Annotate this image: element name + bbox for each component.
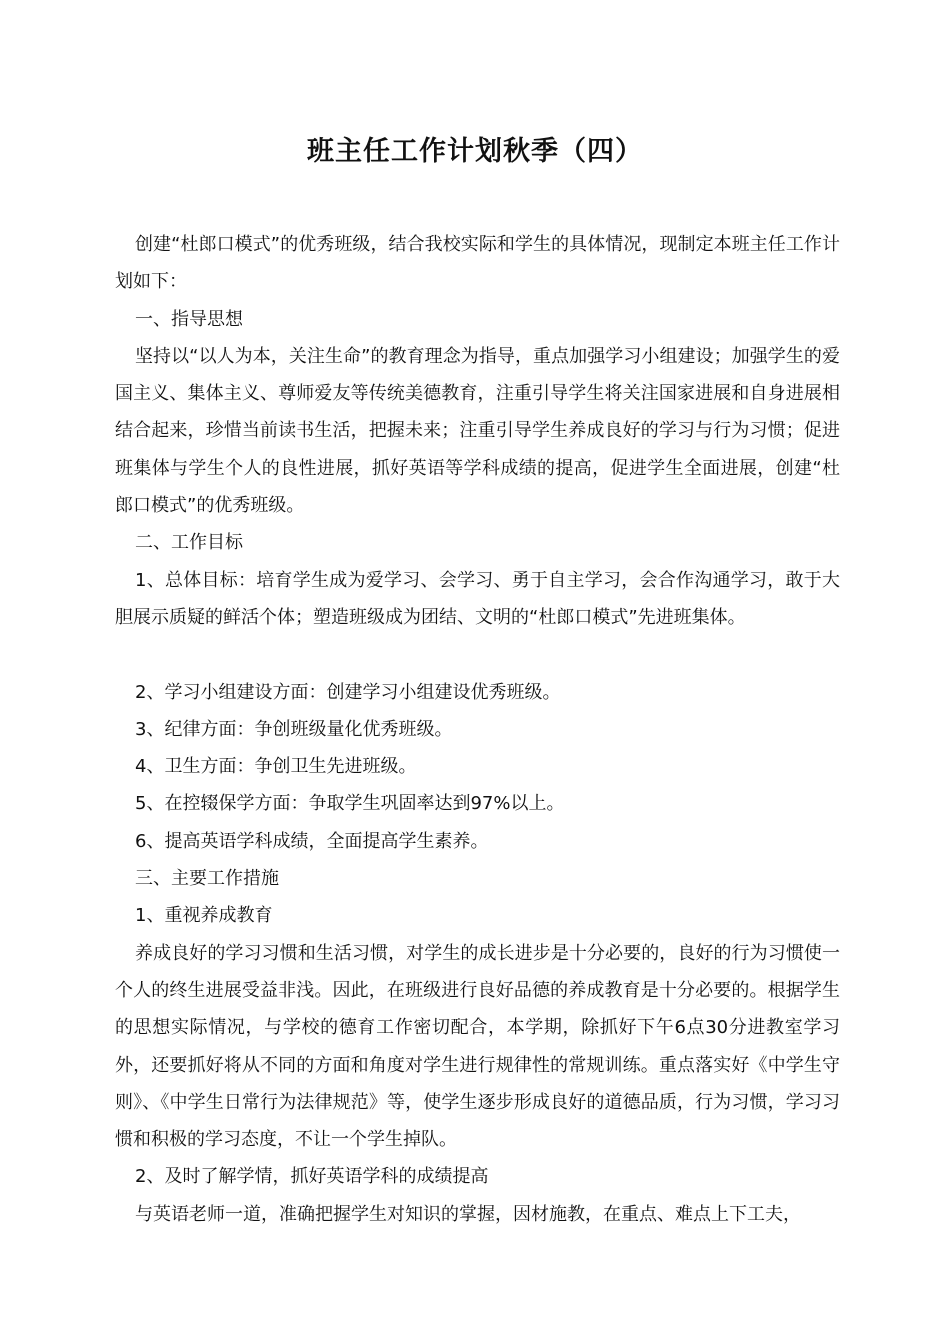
section-heading-guiding-thought: 一、指导思想 (135, 308, 243, 330)
blank-line (115, 636, 840, 673)
goal-item-english: 6、提高英语学科成绩，全面提高学生素养。 (135, 830, 489, 852)
measure-heading-habits: 1、重视养成教育 (135, 905, 273, 927)
goal-item-discipline: 3、纪律方面：争创班级量化优秀班级。 (135, 718, 453, 740)
habits-paragraph: 养成良好的学习习惯和生活习惯，对学生的成长进步是十分必要的，良好的行为习惯使一个人的终生进展受益非浅。因此，在班级进行良好品德的养成教育是十分必要的。根据学生的思想实际情况，与学校的德育工作密切配合，本学期，除抓好下午6点30分进教室学习外，还要抓好将从不同的方面和角度对学生进行规律性的常规训练。重点落实好《中学生守则》、《中学生日常行为法律规范》等，使学生逐步形成良好的道德品质，行为习惯，学习习惯和积极的学习态度，不让一个学生掉队。 (115, 942, 840, 1151)
document-body (115, 226, 840, 1233)
goal-item-study-groups: 2、学习小组建设方面：创建学习小组建设优秀班级。 (135, 681, 561, 703)
measure-heading-english: 2、及时了解学情，抓好英语学科的成绩提高 (135, 1166, 489, 1188)
goal-item-hygiene: 4、卫生方面：争创卫生先进班级。 (135, 756, 417, 778)
document-title: 班主任工作计划秋季（四） (307, 136, 643, 167)
intro-paragraph: 创建“杜郎口模式”的优秀班级，结合我校实际和学生的具体情况，现制定本班主任工作计划如下： (115, 234, 840, 293)
section-heading-main-measures: 三、主要工作措施 (135, 868, 279, 890)
guiding-thought-paragraph: 坚持以“以人为本，关注生命”的教育理念为指导，重点加强学习小组建设；加强学生的爱国主义、集体主义、尊师爱友等传统美德教育，注重引导学生将关注国家进展和自身进展相结合起来，珍惜当前读书生活，把握未来；注重引导学生养成良好的学习与行为习惯；促进班集体与学生个人的良性进展，抓好英语等学科成绩的提高，促进学生全面进展，创建“杜郎口模式”的优秀班级。 (115, 345, 840, 517)
section-heading-work-goals: 二、工作目标 (135, 532, 243, 554)
overall-goal-paragraph: 1、总体目标：培育学生成为爱学习、会学习、勇于自主学习，会合作沟通学习，敢于大胆展示质疑的鲜活个体；塑造班级成为团结、文明的“杜郎口模式”先进班集体。 (115, 569, 840, 628)
english-paragraph: 与英语老师一道，准确把握学生对知识的掌握，因材施教，在重点、难点上下工夫， (135, 1203, 801, 1225)
goal-item-retention: 5、在控辍保学方面：争取学生巩固率达到97%以上。 (135, 793, 565, 815)
